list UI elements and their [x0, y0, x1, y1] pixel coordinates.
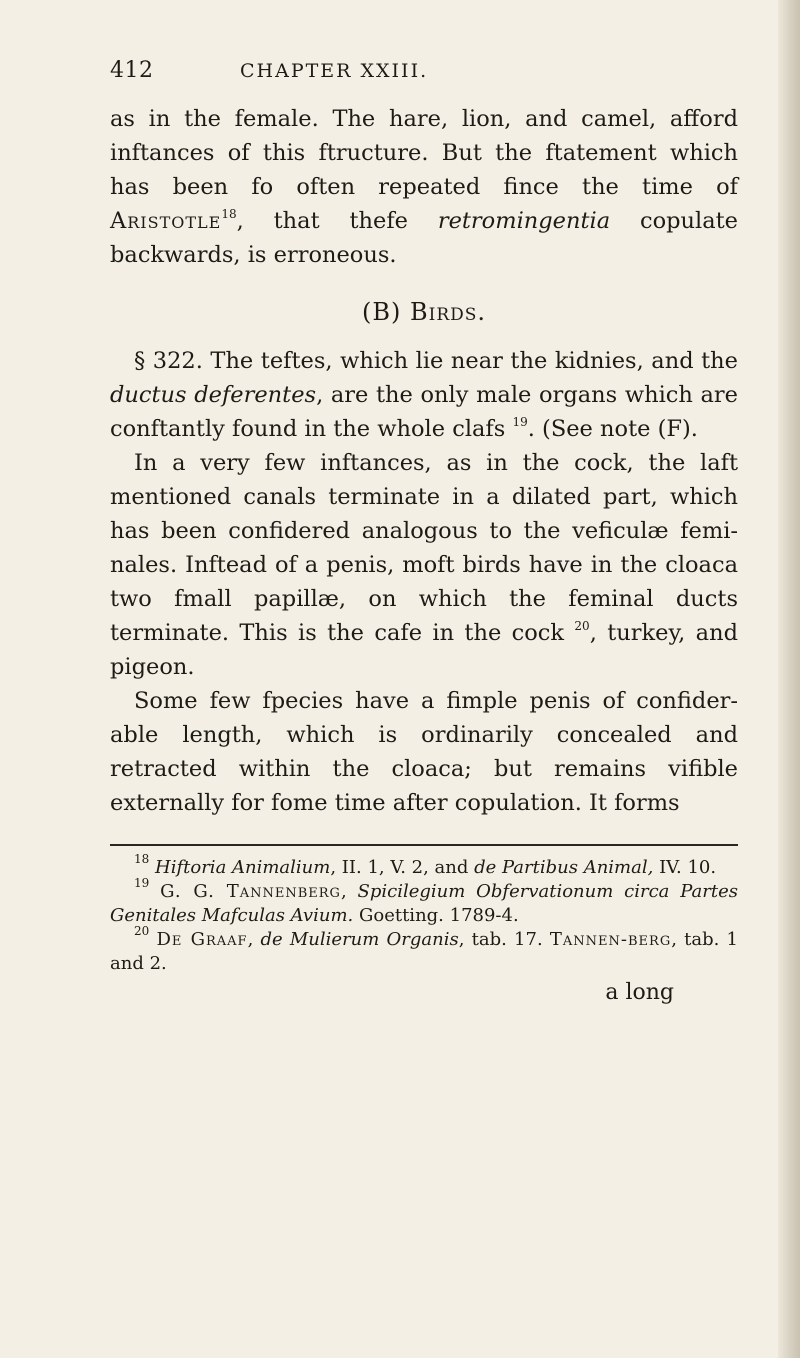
- footnote-19-title: Spicilegium Obfervationum circa Partes Genitales Mafculas Avium.: [110, 881, 738, 926]
- footnote-18-text-b: IV. 10.: [653, 857, 717, 878]
- footnote-ref-19[interactable]: 19: [512, 415, 528, 429]
- paragraph-2: [110, 344, 738, 446]
- paragraph-3-text-a: In a very few inftances, as in the cock, the laft mentioned canals terminate in a dilated part, which has been confidered analogous to the veficulæ femi-nales. Inftead of a penis, moft birds have in the cloaca two fmall papillæ, on which the feminal ducts terminate. This is the cafe in the cock: [110, 450, 738, 646]
- footnote-20-text-a: ,: [247, 929, 261, 950]
- paragraph-1-text-b: , that thefe: [236, 208, 438, 234]
- term-ductus-deferentes: ductus deferentes: [110, 382, 317, 408]
- paragraph-2-text-b: , are the only male organs which are conftantly found in the whole clafs: [110, 382, 738, 442]
- footnote-19-author: G. G. Tannenberg: [160, 881, 341, 902]
- footnote-mark-18: 18: [134, 852, 150, 866]
- running-head: [110, 58, 738, 92]
- footnotes: [110, 852, 738, 976]
- main-text: [110, 102, 738, 820]
- footnote-20-author: De Graaf: [156, 929, 248, 950]
- paragraph-2-text-a: § 322. The teftes, which lie near the kidnies, and the: [134, 348, 738, 374]
- author-aristotle: Aristotle: [110, 208, 222, 234]
- footnote-mark-20: 20: [134, 924, 150, 938]
- footnote-20-text-b: , tab. 17.: [458, 929, 550, 950]
- footnote-20: [110, 924, 738, 976]
- section-heading-title: Birds.: [409, 298, 487, 326]
- paragraph-1: [110, 102, 738, 272]
- footnote-20-title: de Mulierum Organis: [260, 929, 459, 950]
- chapter-title: CHAPTER XXIII.: [240, 60, 429, 82]
- footnote-18-title2: de Partibus Animal,: [474, 857, 654, 878]
- section-heading-prefix: (B): [361, 298, 410, 326]
- page-edge: [778, 0, 800, 1358]
- footnote-20-text-c: , tab. 1 and 2.: [110, 929, 738, 974]
- paragraph-4: Some few fpecies have a fimple penis of confider-able length, which is ordinarily concealed and retracted within the cloaca; but remains vifible externally for fome time after copulation. It forms: [110, 688, 738, 816]
- paragraph-1-text-c: copulate backwards, is erroneous.: [110, 208, 738, 268]
- page-number: 412: [110, 58, 154, 83]
- section-heading: [110, 298, 738, 326]
- footnote-18-title: Hiftoria Animalium: [155, 857, 331, 878]
- paragraph-1-text-a: as in the female. The hare, lion, and camel, afford inftances of this ftructure. But the ftatement which has been fo often repeated fince the time of: [110, 106, 738, 200]
- footnote-19-text-a: ,: [340, 881, 358, 902]
- footnote-ref-20[interactable]: 20: [574, 619, 590, 633]
- footnote-18-text-a: , II. 1, V. 2, and: [330, 857, 475, 878]
- paragraph-3: [110, 446, 738, 684]
- catchword: a long: [605, 980, 674, 1005]
- footnote-19: [110, 876, 738, 928]
- term-retromingentia: retromingentia: [437, 208, 611, 234]
- footnote-19-text-b: Goetting. 1789-4.: [353, 905, 519, 926]
- paragraph-3-text-b: , turkey, and pigeon.: [110, 620, 738, 680]
- footnote-18: [110, 852, 738, 880]
- footnote-mark-19: 19: [134, 876, 150, 890]
- footnote-20-author2: Tannen-berg: [549, 929, 672, 950]
- book-page: [110, 58, 738, 1005]
- paragraph-2-text-c: . (See note (F).: [527, 416, 698, 442]
- footnote-ref-18[interactable]: 18: [221, 207, 237, 221]
- footnote-rule: [110, 844, 738, 846]
